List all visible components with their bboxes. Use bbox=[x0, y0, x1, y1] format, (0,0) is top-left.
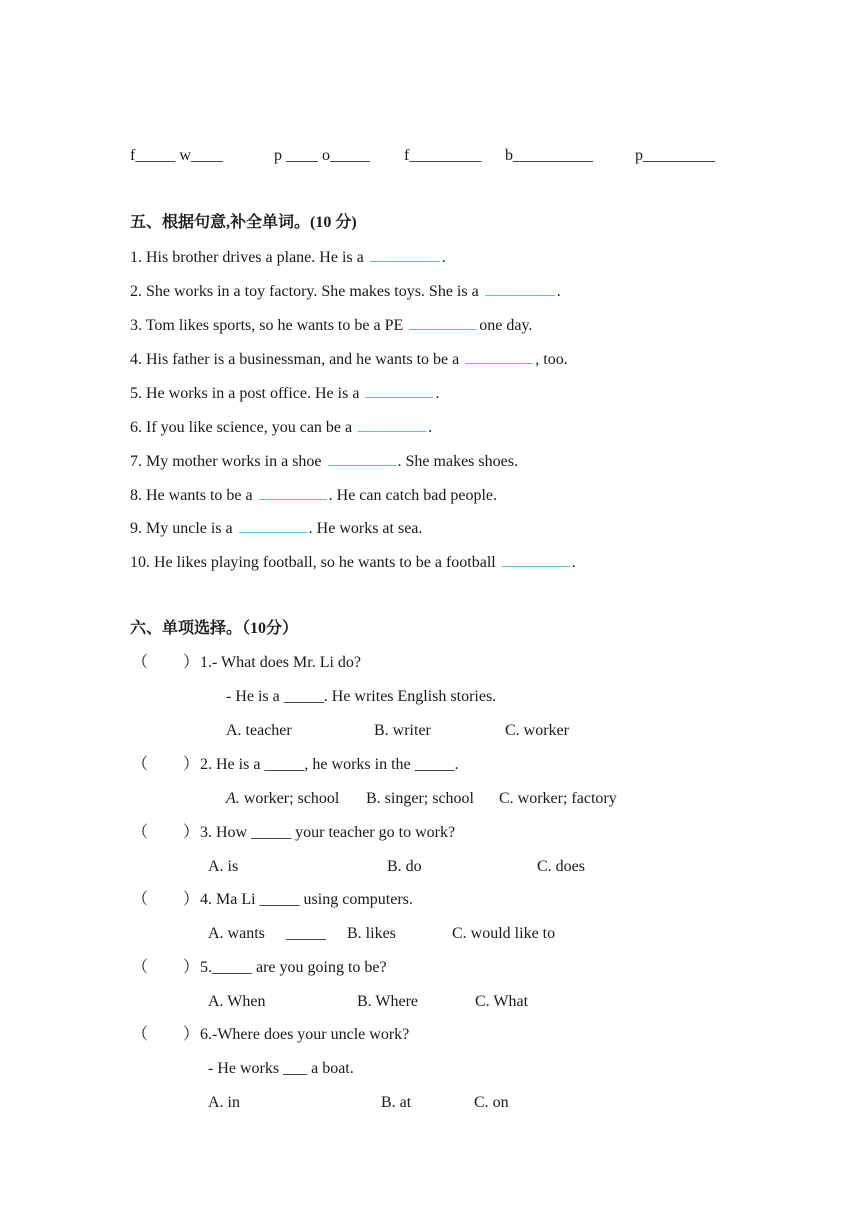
word-blank-5: p_________ bbox=[635, 147, 715, 164]
fill-item-1 bbox=[130, 247, 446, 268]
question-1-line2: - He is a _____. He writes English stories. bbox=[226, 688, 497, 705]
answer-paren-open: （ bbox=[132, 654, 149, 671]
question-1-option-b[interactable]: B. writer bbox=[374, 722, 431, 739]
question-6-option-b[interactable]: B. at bbox=[381, 1094, 412, 1111]
fill-item-10 bbox=[130, 552, 576, 573]
question-5-stem: 5._____ are you going to be? bbox=[200, 959, 387, 976]
question-4-option-a[interactable]: A. wants bbox=[208, 925, 265, 942]
answer-paren-close: ） bbox=[183, 1026, 200, 1043]
fill-item-4 bbox=[130, 349, 568, 370]
fill-item-text: . bbox=[571, 554, 576, 571]
fill-item-text: 3. Tom likes sports, so he wants to be a PE bbox=[130, 317, 408, 334]
answer-paren-open: （ bbox=[132, 756, 149, 773]
question-3-option-b[interactable]: B. do bbox=[387, 858, 422, 875]
word-blank-2: p ____ o_____ bbox=[274, 147, 370, 164]
question-3-option-c[interactable]: C. does bbox=[537, 858, 585, 875]
fill-item-text: . He can catch bad people. bbox=[328, 487, 497, 504]
answer-blank[interactable] bbox=[259, 485, 327, 500]
fill-item-text: , too. bbox=[535, 351, 568, 368]
answer-blank[interactable] bbox=[502, 552, 570, 567]
question-4-stem: 4. Ma Li _____ using computers. bbox=[200, 891, 413, 908]
question-1-option-c[interactable]: C. worker bbox=[505, 722, 569, 739]
question-6-stem: 6.-Where does your uncle work? bbox=[200, 1026, 410, 1043]
answer-paren-close: ） bbox=[183, 654, 200, 671]
question-2-option-c[interactable]: C. worker; factory bbox=[499, 790, 617, 807]
fill-item-text: . bbox=[435, 385, 440, 402]
word-blank-3: f_________ bbox=[404, 147, 482, 164]
fill-item-text: . bbox=[428, 419, 433, 436]
answer-blank[interactable] bbox=[328, 451, 396, 466]
answer-blank[interactable] bbox=[485, 281, 555, 296]
question-4-option-c[interactable]: C. would like to bbox=[452, 925, 556, 942]
word-blank-1: f_____ w____ bbox=[130, 147, 223, 164]
question-1-option-a[interactable]: A. teacher bbox=[226, 722, 292, 739]
fill-item-8 bbox=[130, 485, 497, 506]
fill-item-text: . She makes shoes. bbox=[397, 453, 518, 470]
answer-blank[interactable] bbox=[409, 315, 477, 330]
fill-item-text: one day. bbox=[479, 317, 533, 334]
answer-paren-close: ） bbox=[183, 756, 200, 773]
fill-item-2 bbox=[130, 281, 561, 302]
option-text: worker; school bbox=[239, 790, 340, 807]
fill-item-text: 5. He works in a post office. He is a bbox=[130, 385, 364, 402]
question-2-option-a[interactable] bbox=[226, 789, 339, 809]
question-2-option-b[interactable]: B. singer; school bbox=[366, 790, 474, 807]
question-5-option-a[interactable]: A. When bbox=[208, 993, 266, 1010]
question-4-stray-blank: _____ bbox=[286, 925, 326, 942]
answer-blank[interactable] bbox=[370, 247, 440, 262]
question-5-option-b[interactable]: B. Where bbox=[357, 993, 419, 1010]
question-6-option-a[interactable]: A. in bbox=[208, 1094, 240, 1111]
question-1-stem: 1.- What does Mr. Li do? bbox=[200, 654, 362, 671]
question-3-stem: 3. How _____ your teacher go to work? bbox=[200, 824, 456, 841]
answer-paren-close: ） bbox=[183, 959, 200, 976]
fill-item-text: 6. If you like science, you can be a bbox=[130, 419, 357, 436]
section-5-title: 五、根据句意,补全单词。(10 分) bbox=[130, 214, 357, 231]
word-blank-4: b__________ bbox=[505, 147, 593, 164]
fill-item-9 bbox=[130, 518, 422, 539]
fill-item-text: 10. He likes playing football, so he wants to be a football bbox=[130, 554, 500, 571]
question-3-option-a[interactable]: A. is bbox=[208, 858, 239, 875]
answer-blank[interactable] bbox=[365, 383, 433, 398]
answer-paren-open: （ bbox=[132, 959, 149, 976]
fill-item-6 bbox=[130, 417, 432, 438]
fill-item-7 bbox=[130, 451, 518, 472]
option-letter: A. bbox=[226, 790, 240, 807]
question-4-option-b[interactable]: B. likes bbox=[347, 925, 396, 942]
answer-blank[interactable] bbox=[465, 349, 533, 364]
answer-paren-open: （ bbox=[132, 824, 149, 841]
fill-item-text: . bbox=[441, 249, 446, 266]
fill-item-5 bbox=[130, 383, 439, 404]
answer-blank[interactable] bbox=[358, 417, 426, 432]
answer-blank[interactable] bbox=[239, 518, 307, 533]
fill-item-text: 8. He wants to be a bbox=[130, 487, 257, 504]
fill-item-text: 2. She works in a toy factory. She makes toys. She is a bbox=[130, 283, 483, 300]
section-6-title: 六、单项选择。（10分） bbox=[130, 620, 299, 637]
question-6-option-c[interactable]: C. on bbox=[474, 1094, 509, 1111]
fill-item-text: 4. His father is a businessman, and he wants to be a bbox=[130, 351, 464, 368]
answer-paren-open: （ bbox=[132, 1026, 149, 1043]
fill-item-text: 7. My mother works in a shoe bbox=[130, 453, 326, 470]
fill-item-text: 1. His brother drives a plane. He is a bbox=[130, 249, 368, 266]
fill-item-text: 9. My uncle is a bbox=[130, 520, 237, 537]
fill-item-text: . He works at sea. bbox=[308, 520, 423, 537]
question-2-stem: 2. He is a _____, he works in the _____. bbox=[200, 756, 459, 773]
answer-paren-open: （ bbox=[132, 891, 149, 908]
fill-item-3 bbox=[130, 315, 532, 336]
answer-paren-close: ） bbox=[183, 824, 200, 841]
question-5-option-c[interactable]: C. What bbox=[475, 993, 529, 1010]
fill-item-text: . bbox=[556, 283, 561, 300]
question-6-line2: - He works ___ a boat. bbox=[208, 1060, 354, 1077]
answer-paren-close: ） bbox=[183, 891, 200, 908]
